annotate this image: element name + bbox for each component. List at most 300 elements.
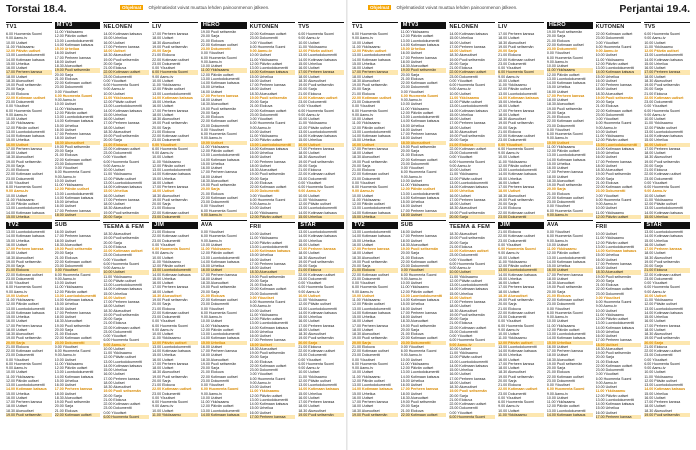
program-line: 11.00 Ykkösaamu — [200, 144, 230, 149]
program-line: 10.00 Uutiset — [298, 193, 320, 198]
program-line: 14.00 Kotimaan katsaus — [54, 298, 94, 302]
program-line: 9.00 Aamu-tv — [546, 238, 569, 243]
program-line: 6.00 Huomenta Suomi — [6, 108, 42, 113]
program-line: 10.00 Uutiset — [547, 141, 593, 145]
program-line: 14.00 Kotimaan katsaus — [596, 70, 642, 74]
program-line: 20.00 Sarja — [54, 72, 74, 77]
program-line: 19.00 Puoli seitsemän — [498, 121, 534, 126]
program-line: 14.00 Kotimaan katsaus — [644, 234, 683, 239]
program-line: 23.00 Dokumentti — [644, 353, 673, 358]
program-line: 15.00 Urheilua — [595, 253, 619, 258]
listing-column — [152, 19, 198, 448]
program-line: 18.30 Alueuutiset — [352, 332, 380, 336]
channel-header: LIV — [152, 22, 198, 31]
program-line: 18.00 Uutiset — [400, 59, 422, 64]
program-line: 17.00 Perheen kanssa — [449, 197, 486, 202]
program-line: 6.00 Huomenta Suomi — [249, 44, 286, 49]
program-line: 21.00 Elokuva — [298, 91, 322, 96]
program-line: 17.00 Perheen kanssa — [298, 146, 335, 151]
program-line: 17.00 Perheen kanssa — [200, 93, 239, 98]
program-line: 0.00 Yöuutiset — [546, 127, 570, 132]
program-line: 18.00 Uutiset — [595, 266, 617, 270]
program-line: 0.00 Yöuutiset — [644, 281, 668, 285]
program-line: 16.00 Uutiset — [54, 127, 76, 132]
program-line: 12.00 Päivän uutiset — [152, 163, 185, 168]
program-line: 13.00 Luontodokumentti — [449, 104, 489, 109]
program-line: 11.00 Ykkösaamu — [498, 336, 527, 341]
program-line: 0.00 Yöuutiset — [595, 117, 619, 121]
program-line: 17.00 Perheen kanssa — [352, 323, 388, 328]
program-line: 12.00 Päivän uutiset — [546, 327, 580, 332]
program-line: 0.00 Yöuutiset — [498, 395, 522, 400]
program-line: 18.00 Uutiset — [54, 136, 76, 141]
program-line: 18.00 Uutiset — [546, 353, 569, 358]
program-line: 6.00 Huomenta Suomi — [103, 338, 140, 343]
right-page-date: Perjantai 19.4. — [619, 3, 690, 15]
program-line: 9.00 Aamu-tv — [400, 353, 422, 358]
program-line: 18.30 Alueuutiset — [498, 40, 526, 45]
right-page — [348, 0, 696, 450]
program-line: 17.00 Perheen kanssa — [298, 323, 335, 328]
program-line: 9.00 Aamu-tv — [644, 36, 666, 41]
program-line: 13.00 Luontodokumentti — [400, 370, 440, 375]
program-line: 14.00 Kotimaan katsaus — [298, 134, 337, 138]
program-line: 9.00 Aamu-tv — [103, 87, 125, 92]
program-line: 19.00 Puoli seitsemän — [55, 68, 101, 72]
program-line: 10.00 Uutiset — [400, 281, 422, 285]
program-line: 14.00 Kotimaan katsaus — [6, 310, 45, 315]
program-line: 14.00 Kotimaan katsaus — [498, 95, 539, 100]
program-line: 19.00 Puoli seitsemän — [595, 274, 631, 279]
channel-header: TV1 — [352, 22, 398, 31]
program-line: 14.00 Kotimaan katsaus — [6, 57, 45, 62]
program-line: 14.00 Kotimaan katsaus — [6, 387, 47, 392]
program-line: 11.00 Ykkösaamu — [249, 312, 279, 317]
program-line: 12.00 Päivän uutiset — [152, 87, 185, 92]
program-line: 20.00 Sarja — [595, 100, 614, 104]
program-line: 16.00 Uutiset — [298, 319, 320, 324]
program-line: 18.30 Alueuutiset — [401, 141, 447, 145]
program-line: 6.00 Huomenta Suomi — [546, 132, 583, 136]
program-line: 11.00 Ykkösaamu — [644, 298, 673, 302]
program-line: 21.00 Elokuva — [644, 91, 668, 96]
program-line: 15.00 Urheilua — [352, 315, 376, 319]
program-line: 11.00 Ykkösaamu — [152, 336, 181, 341]
program-line: 17.00 Perheen kanssa — [546, 272, 583, 277]
program-line: 12.00 Päivän uutiset — [449, 355, 483, 360]
program-line: 23.00 Dokumentti — [55, 341, 101, 345]
program-line: 10.00 Uutiset — [200, 242, 223, 247]
program-line: 22.00 Kotimaan uutiset — [54, 259, 92, 264]
program-line: 23.00 Dokumentti — [546, 302, 576, 307]
program-line: 22.00 Kotimaan uutiset — [498, 57, 535, 62]
program-line: 12.00 Päivän uutiset — [103, 100, 137, 104]
program-line: 13.00 Luontodokumentti — [249, 397, 289, 402]
program-line: 19.00 Puoli seitsemän — [449, 210, 485, 215]
program-line: 9.00 Aamu-tv — [54, 353, 76, 358]
program-line: 20.00 Sarja — [249, 176, 268, 181]
program-line: 20.00 Sarja — [400, 149, 420, 153]
program-line: 19.00 Puoli seitsemän — [249, 274, 285, 279]
program-line: 20.00 Sarja — [103, 138, 122, 143]
program-line: 16.00 Uutiset — [352, 143, 398, 147]
program-line: 20.00 Sarja — [644, 163, 663, 168]
program-line: 18.30 Alueuutiset — [400, 64, 429, 68]
program-line: 18.00 Uutiset — [595, 163, 617, 168]
program-line: 9.00 Aamu-tv — [595, 304, 617, 309]
program-line: 18.00 Uutiset — [400, 315, 422, 319]
program-line: 14.00 Kotimaan katsaus — [103, 185, 142, 189]
program-line: 18.00 Uutiset — [6, 151, 28, 155]
program-line: 16.00 Uutiset — [6, 143, 52, 147]
program-line: 11.00 Ykkösaamu — [449, 172, 478, 177]
program-line: 11.00 Ykkösaamu — [498, 83, 527, 87]
program-line: 11.00 Ykkösaamu — [449, 95, 480, 100]
program-line: 17.00 Perheen kanssa — [400, 208, 437, 213]
program-line: 18.30 Alueuutiset — [352, 255, 380, 260]
program-line: 16.00 Uutiset — [201, 268, 247, 272]
program-line: 12.00 Päivän uutiset — [152, 264, 185, 268]
program-line: 18.00 Uutiset — [54, 315, 76, 319]
program-line: 18.30 Alueuutiset — [298, 155, 326, 160]
program-line: 11.00 Ykkösaamu — [400, 30, 430, 34]
program-line: 16.00 Uutiset — [644, 242, 666, 247]
program-line: 14.00 Kotimaan katsaus — [352, 387, 393, 392]
program-line: 20.00 Sarja — [152, 125, 171, 130]
program-line: 6.00 Huomenta Suomi — [298, 108, 335, 113]
program-line: 6.00 Huomenta Suomi — [298, 32, 335, 36]
program-line: 6.00 Huomenta Suomi — [298, 185, 335, 189]
program-line: 18.30 Alueuutiset — [6, 155, 34, 160]
program-line: 18.30 Alueuutiset — [400, 242, 429, 247]
program-line: 15.00 Urheilua — [400, 47, 426, 51]
program-line: 15.00 Urheilua — [152, 353, 176, 358]
program-line: 17.00 Perheen kanssa — [249, 83, 286, 87]
program-line: 14.00 Kotimaan katsaus — [546, 157, 586, 162]
program-line: 16.00 Uutiset — [249, 78, 271, 83]
program-line: 13.00 Luontodokumentti — [249, 244, 289, 249]
program-line: 10.00 Uutiset — [200, 64, 223, 68]
program-line: 12.00 Päivän uutiset — [596, 215, 642, 219]
program-line: 10.00 Uutiset — [449, 91, 471, 96]
program-line: 20.00 Sarja — [449, 393, 468, 398]
program-line: 21.00 Elokuva — [644, 268, 690, 272]
program-line: 6.00 Huomenta Suomi — [152, 400, 188, 404]
program-line: 9.00 Aamu-tv — [498, 74, 520, 79]
program-line: 20.00 Sarja — [54, 149, 74, 153]
program-line: 20.00 Sarja — [352, 341, 398, 345]
program-line: 6.00 Huomenta Suomi — [644, 285, 681, 290]
program-line: 16.00 Uutiset — [152, 180, 174, 185]
program-line: 20.00 Sarja — [298, 87, 317, 92]
program-line: 15.00 Urheilua — [644, 238, 668, 243]
program-line: 11.00 Ykkösaamu — [352, 374, 381, 379]
program-line: 22.00 Kotimaan uutiset — [498, 234, 535, 239]
program-line: 0.00 Yöuutiset — [449, 334, 473, 338]
program-line: 20.00 Sarja — [644, 264, 663, 268]
program-line: 19.00 Puoli seitsemän — [298, 159, 334, 164]
channel-header: SUB — [401, 220, 447, 229]
program-line: 18.30 Alueuutiset — [449, 385, 478, 389]
program-line: 20.00 Sarja — [6, 163, 25, 168]
program-line: 6.00 Huomenta Suomi — [546, 208, 583, 213]
banner-tag: Ohjelmat — [122, 5, 142, 10]
listing-column — [250, 19, 296, 448]
program-line: 19.00 Puoli seitsemän — [152, 298, 188, 302]
program-line: 23.00 Dokumentti — [498, 61, 527, 66]
program-line: 21.00 Elokuva — [200, 191, 224, 196]
program-line: 14.00 Kotimaan katsaus — [201, 413, 247, 417]
listing-column — [352, 19, 398, 448]
program-line: 21.00 Elokuva — [152, 230, 175, 234]
program-line: 23.00 Dokumentti — [298, 353, 327, 358]
program-line: 21.00 Elokuva — [449, 143, 495, 147]
program-line: 22.00 Kotimaan uutiset — [152, 210, 189, 215]
program-line: 23.00 Dokumentti — [498, 138, 527, 143]
program-line: 19.00 Puoli seitsemän — [644, 259, 680, 264]
program-line: 20.00 Sarja — [546, 366, 566, 370]
program-line: 6.00 Huomenta Suomi — [249, 300, 286, 304]
program-line: 15.00 Urheilua — [6, 61, 30, 66]
program-line: 10.00 Uutiset — [103, 168, 125, 172]
program-line: 17.00 Perheen kanssa — [498, 361, 535, 366]
program-line: 0.00 Yöuutiset — [401, 268, 447, 272]
program-line: 0.00 Yöuutiset — [249, 40, 273, 45]
program-line: 23.00 Dokumentti — [546, 47, 577, 51]
program-line: 13.00 Luontodokumentti — [352, 230, 391, 234]
channel-header: TV1 — [6, 22, 52, 31]
program-line: 20.00 Sarja — [103, 393, 122, 398]
program-line: 11.00 Ykkösaamu — [498, 413, 544, 417]
program-line: 16.00 Uutiset — [595, 78, 617, 83]
program-line: 19.00 Puoli seitsemän — [449, 389, 487, 394]
program-line: 12.00 Päivän uutiset — [644, 49, 679, 53]
program-line: 23.00 Dokumentti — [498, 391, 527, 396]
program-line: 20.00 Sarja — [498, 302, 517, 307]
program-line: 0.00 Yöuutiset — [498, 242, 522, 247]
program-line: 22.00 Kotimaan uutiset — [6, 172, 43, 177]
program-line: 14.00 Kotimaan katsaus — [400, 119, 440, 124]
program-line: 22.00 Kotimaan uutiset — [449, 325, 487, 330]
program-line: 9.00 Aamu-tv — [546, 391, 569, 396]
program-line: 12.00 Päivän uutiset — [200, 149, 234, 153]
program-line: 18.00 Uutiset — [54, 59, 76, 64]
program-line: 14.00 Kotimaan katsaus — [546, 336, 586, 341]
program-line: 12.00 Päivän uutiset — [449, 100, 483, 104]
program-line: 15.00 Urheilua — [400, 200, 425, 204]
program-line: 11.00 Ykkösaamu — [54, 106, 84, 111]
program-line: 10.00 Uutiset — [352, 293, 375, 298]
program-line: 9.00 Aamu-tv — [352, 289, 374, 294]
program-line: 16.00 Uutiset — [644, 319, 666, 324]
program-line: 19.00 Puoli seitsemän — [103, 312, 139, 317]
program-line: 19.00 Puoli seitsemän — [152, 44, 188, 49]
program-line: 9.00 Aamu-tv — [644, 189, 667, 194]
program-line: 15.00 Urheilua — [400, 123, 425, 128]
program-line: 12.00 Päivän uutiset — [103, 278, 137, 283]
program-line: 11.00 Ykkösaamu — [546, 400, 576, 404]
program-line: 14.00 Kotimaan katsaus — [200, 336, 240, 341]
program-line: 11.00 Ykkösaamu — [200, 323, 230, 328]
channel-header: TV5 — [298, 22, 344, 31]
program-line: 17.00 Perheen kanssa — [54, 132, 91, 136]
program-line: 18.00 Uutiset — [498, 189, 521, 194]
program-line: 0.00 Yöuutiset — [298, 104, 322, 109]
program-line: 18.00 Uutiset — [546, 276, 569, 281]
program-line: 17.00 Perheen kanssa — [200, 170, 237, 175]
program-line: 0.00 Yöuutiset — [546, 204, 570, 209]
program-line: 18.30 Alueuutiset — [298, 78, 326, 83]
banner-text: Ohjelmatiedot voivat muuttua lehden painoonmenon jälkeen. — [148, 5, 270, 10]
program-line: 20.00 Sarja — [546, 34, 566, 39]
program-line: 19.00 Puoli seitsemän — [152, 197, 188, 202]
program-line: 18.00 Uutiset — [250, 343, 296, 347]
program-line: 17.00 Perheen kanssa — [249, 261, 286, 266]
program-line: 13.00 Luontodokumentti — [352, 306, 391, 311]
program-line: 16.00 Uutiset — [103, 295, 126, 300]
program-line: 16.00 Uutiset — [152, 281, 174, 285]
program-line: 17.00 Perheen kanssa — [249, 159, 286, 164]
program-line: 22.00 Kotimaan uutiset — [200, 298, 238, 302]
program-line: 22.00 Kotimaan uutiset — [595, 363, 633, 368]
program-line: 18.00 Uutiset — [644, 404, 666, 409]
program-line: 19.00 Puoli seitsemän — [6, 259, 42, 264]
program-line: 22.00 Kotimaan uutiset — [55, 413, 101, 417]
program-line: 12.00 Päivän uutiset — [546, 72, 580, 77]
program-line: 17.00 Perheen kanssa — [54, 234, 91, 239]
program-line: 15.00 Urheilua — [54, 123, 79, 128]
program-line: 14.00 Kotimaan katsaus — [103, 108, 142, 113]
program-line: 13.00 Luontodokumentti — [596, 143, 642, 147]
program-line: 17.00 Perheen kanssa — [644, 146, 681, 151]
program-line: 15.00 Urheilua — [449, 112, 473, 117]
program-line: 11.00 Ykkösaamu — [298, 374, 327, 379]
program-line: 10.00 Uutiset — [201, 141, 247, 145]
program-line: 13.00 Luontodokumentti — [498, 268, 544, 272]
program-line: 11.00 Ykkösaamu — [249, 134, 279, 138]
channel-header: HERO — [201, 22, 247, 29]
program-line: 14.00 Kotimaan katsaus — [103, 363, 142, 368]
program-line: 23.00 Dokumentti — [595, 291, 624, 296]
program-line: 17.00 Perheen kanssa — [250, 415, 296, 419]
program-line: 15.00 Urheilua — [249, 74, 273, 79]
program-line: 23.00 Dokumentti — [400, 161, 429, 166]
program-line: 13.00 Luontodokumentti — [249, 321, 289, 326]
program-line: 21.00 Elokuva — [352, 91, 375, 96]
program-line: 6.00 Huomenta Suomi — [103, 261, 140, 266]
program-line: 22.00 Kotimaan uutiset — [400, 157, 438, 162]
program-line: 10.00 Uutiset — [298, 40, 320, 45]
program-line: 11.00 Ykkösaamu — [298, 121, 327, 126]
program-line: 6.00 Huomenta Suomi — [54, 93, 93, 98]
program-line: 19.00 Puoli seitsemän — [644, 336, 680, 341]
program-line: 22.00 Kotimaan uutiset — [595, 287, 633, 292]
program-line: 10.00 Uutiset — [152, 332, 174, 336]
program-line: 11.00 Ykkösaamu — [400, 106, 430, 111]
program-line: 23.00 Dokumentti — [249, 36, 278, 41]
program-line: 18.30 Alueuutiset — [152, 40, 180, 45]
program-line: 14.00 Kotimaan katsaus — [400, 195, 440, 200]
program-line: 20.00 Sarja — [546, 187, 566, 192]
program-line: 16.00 Uutiset — [400, 306, 422, 311]
program-line: 18.30 Alueuutiset — [54, 395, 83, 400]
program-line: 22.00 Kotimaan uutiset — [401, 413, 447, 417]
program-line: 6.00 Huomenta Suomi — [546, 387, 585, 392]
program-line: 0.00 Yöuutiset — [200, 51, 224, 56]
program-line: 23.00 Dokumentti — [449, 253, 478, 258]
listing-column — [6, 19, 52, 448]
program-line: 13.00 Luontodokumentti — [152, 91, 191, 96]
program-line: 22.00 Kotimaan uutiset — [249, 108, 287, 113]
program-line: 22.00 Kotimaan uutiset — [546, 195, 584, 200]
program-line: 13.00 Luontodokumentti — [352, 383, 391, 387]
program-line: 18.00 Uutiset — [352, 74, 374, 79]
program-line: 21.00 Elokuva — [644, 344, 668, 349]
program-line: 17.00 Perheen kanssa — [595, 83, 632, 87]
program-line: 17.00 Perheen kanssa — [546, 170, 583, 175]
program-line: 12.00 Päivän uutiset — [54, 110, 88, 115]
program-line: 22.00 Kotimaan uutiset — [103, 249, 143, 253]
program-line: 14.00 Kotimaan katsaus — [644, 134, 683, 138]
program-line: 13.00 Luontodokumentti — [298, 230, 337, 234]
program-line: 14.00 Kotimaan katsaus — [352, 310, 391, 315]
program-line: 22.00 Kotimaan uutiset — [298, 172, 336, 177]
program-line: 18.00 Uutiset — [6, 404, 28, 409]
program-line: 15.00 Urheilua — [54, 47, 80, 51]
program-line: 18.00 Uutiset — [54, 391, 76, 396]
program-line: 21.00 Elokuva — [54, 255, 78, 260]
program-line: 23.00 Dokumentti — [200, 378, 230, 383]
program-line: 19.00 Puoli seitsemän — [6, 413, 52, 417]
program-line: 18.30 Alueuutiset — [595, 168, 624, 172]
program-line: 11.00 Ykkösaamu — [103, 95, 134, 100]
program-line: 19.00 Puoli seitsemän — [449, 57, 485, 62]
program-line: 21.00 Elokuva — [498, 383, 521, 387]
program-line: 10.00 Uutiset — [249, 385, 271, 389]
banner-text: Ohjelmatiedot voivat muuttua lehden painoonmenon jälkeen. — [396, 5, 518, 10]
channel-header: JIM — [498, 222, 544, 229]
program-line: 17.00 Perheen kanssa — [498, 32, 535, 36]
program-line: 20.00 Sarja — [152, 49, 171, 53]
program-line: 0.00 Yöuutiset — [200, 204, 224, 209]
program-line: 18.00 Uutiset — [352, 404, 374, 409]
program-line: 21.00 Elokuva — [449, 397, 473, 402]
program-line: 9.00 Aamu-tv — [103, 266, 125, 270]
program-line: 12.00 Päivän uutiset — [595, 317, 629, 321]
program-line: 20.00 Sarja — [6, 87, 25, 92]
program-line: 6.00 Huomenta Suomi — [644, 361, 681, 366]
program-line: 0.00 Yöuutiset — [6, 281, 29, 285]
program-line: 19.00 Puoli seitsemän — [595, 172, 631, 177]
program-line: 23.00 Dokumentti — [498, 238, 527, 243]
program-line: 6.00 Huomenta Suomi — [54, 170, 91, 175]
program-line: 12.00 Päivän uutiset — [249, 61, 283, 66]
program-line: 13.00 Luontodokumentti — [6, 230, 45, 234]
program-line: 19.00 Puoli seitsemän — [644, 159, 680, 164]
program-line: 19.00 Puoli seitsemän — [152, 374, 188, 379]
program-line: 18.30 Alueuutiset — [54, 242, 83, 247]
program-line: 14.00 Kotimaan katsaus — [547, 413, 593, 417]
program-line: 9.00 Aamu-tv — [249, 304, 271, 309]
program-line: 17.00 Perheen kanssa — [103, 376, 140, 381]
program-line: 22.00 Kotimaan uutiset — [546, 42, 584, 47]
program-line: 0.00 Yöuutiset — [152, 319, 176, 324]
program-line: 21.00 Elokuva — [6, 344, 29, 349]
program-line: 16.00 Uutiset — [152, 357, 174, 362]
program-line: 21.00 Elokuva — [498, 206, 521, 211]
channel-header: LIV — [498, 22, 544, 31]
program-line: 18.00 Uutiset — [546, 174, 569, 179]
